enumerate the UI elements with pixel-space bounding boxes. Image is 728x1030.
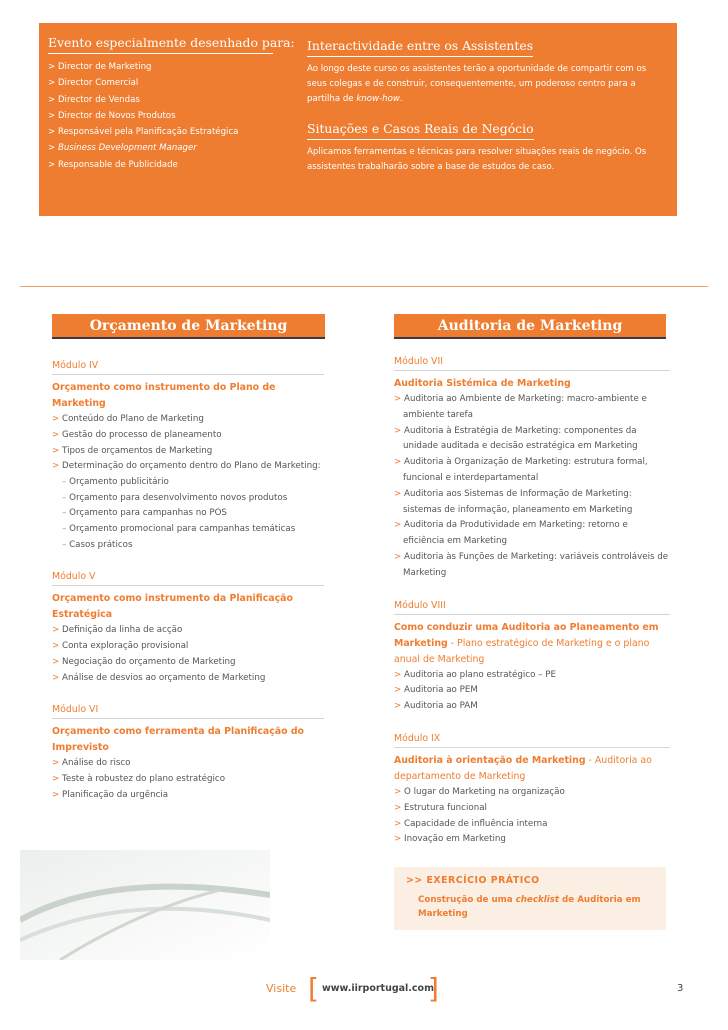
module-vi bbox=[52, 704, 324, 803]
budget-column bbox=[52, 360, 324, 822]
module-label: Módulo V bbox=[52, 571, 324, 586]
module-label: Módulo IV bbox=[52, 360, 324, 375]
audit-section-title: Auditoria de Marketing bbox=[394, 314, 666, 339]
audience-item: > Responsable de Publicidade bbox=[48, 159, 178, 170]
list-item: > O lugar do Marketing na organização bbox=[394, 786, 565, 797]
exercise-box bbox=[394, 867, 666, 930]
footer-bracket-open: [ bbox=[308, 972, 319, 1005]
budget-section-title: Orçamento de Marketing bbox=[52, 314, 325, 339]
cases-heading: Situações e Casos Reais de Negócio bbox=[307, 121, 534, 140]
sub-list-item: – Orçamento publicitário bbox=[62, 477, 169, 488]
module-subtitle: Orçamento como instrumento da Planificação Estratégica bbox=[52, 593, 293, 621]
list-item: > Determinação do orçamento dentro do Plano de Marketing: bbox=[52, 461, 321, 472]
list-item: > Auditoria ao PEM bbox=[394, 685, 478, 696]
module-viii bbox=[394, 600, 670, 715]
list-item: > Gestão do processo de planeamento bbox=[52, 429, 222, 440]
audience-box bbox=[39, 23, 677, 216]
list-item: > Auditoria aos Sistemas de Informação de Marketing: sistemas de informação, planeamento em Marketing bbox=[394, 488, 633, 515]
audience-item: > Director de Vendas bbox=[48, 94, 140, 105]
list-item: > Auditoria à Estratégia de Marketing: componentes da unidade auditada e decisão estratégica em Marketing bbox=[394, 425, 638, 452]
sub-list-item: – Orçamento promocional para campanhas temáticas bbox=[62, 523, 296, 534]
module-v bbox=[52, 571, 324, 686]
cases-text: Aplicamos ferramentas e técnicas para resolver situações reais de negócio. Os assistentes trabalharão sobre a base de estudos de caso. bbox=[307, 147, 647, 172]
list-item: > Teste à robustez do plano estratégico bbox=[52, 774, 226, 785]
page-number: 3 bbox=[677, 983, 684, 994]
audience-item: > Director de Novos Produtos bbox=[48, 110, 176, 121]
list-item: > Tipos de orçamentos de Marketing bbox=[52, 445, 213, 456]
exercise-text: Construção de uma checklist de Auditoria em Marketing bbox=[418, 895, 641, 919]
module-label: Módulo VIII bbox=[394, 600, 670, 615]
footer-bracket-close: ] bbox=[428, 972, 439, 1005]
module-subtitle: Orçamento como ferramenta da Planificação do Imprevisto bbox=[52, 726, 304, 754]
audience-item: > Business Development Manager bbox=[48, 143, 197, 154]
module-iv bbox=[52, 360, 324, 553]
list-item: > Conteúdo do Plano de Marketing bbox=[52, 414, 204, 424]
list-item: > Auditoria da Produtividade em Marketing: retorno e eficiência em Marketing bbox=[394, 520, 628, 547]
list-item: > Auditoria ao Ambiente de Marketing: macro-ambiente e ambiente tarefa bbox=[394, 394, 647, 420]
audience-column bbox=[48, 35, 295, 173]
module-label: Módulo IX bbox=[394, 733, 670, 748]
sub-list-item: – Orçamento para campanhas no POS bbox=[62, 508, 227, 519]
sub-list-item: – Casos práticos bbox=[62, 539, 133, 550]
module-ix bbox=[394, 733, 670, 848]
list-item: > Auditoria ao PAM bbox=[394, 701, 478, 712]
module-subtitle: Auditoria à orientação de Marketing - Auditoria ao departamento de Marketing bbox=[394, 754, 652, 782]
list-item: > Estrutura funcional bbox=[394, 802, 487, 813]
exercise-heading: >> EXERCÍCIO PRÁTICO bbox=[406, 875, 540, 886]
list-item: > Auditoria ao plano estratégico – PE bbox=[394, 669, 556, 680]
list-item: > Conta exploração provisional bbox=[52, 640, 189, 651]
audience-item: > Responsável pela Planificação Estratégica bbox=[48, 127, 239, 138]
list-item: > Negociação do orçamento de Marketing bbox=[52, 656, 236, 667]
module-subtitle: Orçamento como instrumento do Plano de Marketing bbox=[52, 382, 276, 409]
interactivity-text: Ao longo deste curso os assistentes terão a oportunidade de compartir com os seus colegas e de construir, consequentemente, um poderoso centro para a partilha de know-how. bbox=[307, 64, 647, 104]
audience-item: > Director de Marketing bbox=[48, 62, 152, 72]
list-item: > Análise de desvios ao orçamento de Marketing bbox=[52, 672, 266, 683]
divider bbox=[20, 286, 708, 287]
module-label: Módulo VII bbox=[394, 356, 670, 371]
module-vii bbox=[394, 356, 670, 582]
decorative-graphic bbox=[20, 850, 270, 960]
list-item: > Análise do risco bbox=[52, 758, 131, 769]
audit-column bbox=[394, 356, 670, 866]
list-item: > Planificação da urgência bbox=[52, 789, 169, 800]
module-subtitle: Como conduzir uma Auditoria ao Planeamento em Marketing - Plano estratégico de Marketing e o plano anual de Marketing bbox=[394, 621, 659, 665]
audience-item: > Director Comercial bbox=[48, 78, 139, 89]
list-item: > Inovação em Marketing bbox=[394, 834, 506, 845]
module-label: Módulo VI bbox=[52, 704, 324, 719]
interactivity-heading: Interactividade entre os Assistentes bbox=[307, 38, 533, 57]
list-item: > Auditoria à Organização de Marketing: estrutura formal, funcional e interdepartamental bbox=[394, 457, 648, 483]
list-item: > Auditoria às Funções de Marketing: variáveis controláveis de Marketing bbox=[394, 551, 669, 578]
audience-heading: Evento especialmente desenhado para: bbox=[48, 35, 273, 54]
benefits-column bbox=[307, 35, 665, 175]
list-item: > Definição da linha de acção bbox=[52, 625, 183, 636]
footer-visit-label: Visite bbox=[266, 982, 297, 995]
footer-url-link[interactable]: www.iirportugal.com bbox=[322, 983, 434, 994]
module-subtitle: Auditoria Sistémica de Marketing bbox=[394, 378, 571, 389]
sub-list-item: – Orçamento para desenvolvimento novos produtos bbox=[62, 492, 288, 503]
list-item: > Capacidade de influência interna bbox=[394, 818, 548, 829]
